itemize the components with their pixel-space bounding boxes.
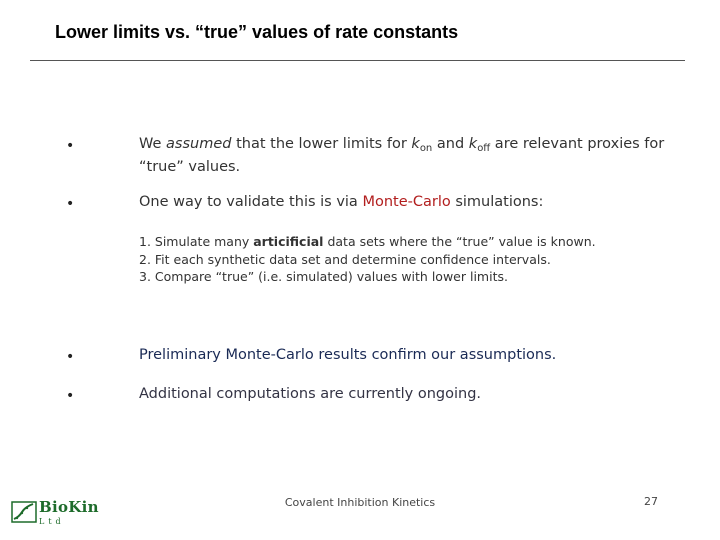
bullet-text: simulations: — [450, 194, 544, 210]
emphasis-articificial: articificial — [253, 234, 324, 249]
bullet-text: and — [432, 136, 469, 152]
emphasis-assumed: assumed — [166, 136, 232, 152]
logo-subtext: Ltd — [39, 517, 65, 526]
bullet-text: We — [139, 136, 167, 152]
bullet-marker: • — [66, 388, 75, 404]
k-off-symbol: $k_{off}$ — [468, 136, 491, 154]
page-number: 27 — [644, 495, 658, 508]
bullet-preliminary: Preliminary Monte-Carlo results confirm our assumptions. — [139, 347, 557, 363]
monte-carlo-highlight: Monte-Carlo — [362, 194, 451, 210]
bullet-marker: • — [66, 138, 75, 154]
logo-wordmark: BioKin — [39, 498, 99, 516]
bullet-text: One way to validate this is via — [139, 194, 363, 210]
bullet-ongoing: Additional computations are currently ongoing. — [139, 386, 482, 402]
bullet-marker: • — [66, 349, 75, 365]
bullet-text: that the lower limits for — [231, 136, 412, 152]
k-on-symbol: $k_{on}$ — [411, 136, 433, 154]
bullet-monte-carlo — [139, 193, 699, 212]
simulation-steps — [139, 233, 699, 286]
slide-title: Lower limits vs. “true” values of rate constants — [55, 22, 459, 42]
step-3: 3. Compare “true” (i.e. simulated) values with lower limits. — [139, 269, 508, 284]
title-divider — [30, 60, 685, 61]
step-2: 2. Fit each synthetic data set and determine confidence intervals. — [139, 251, 551, 267]
bullet-text: are relevant proxies for “true” values. — [139, 136, 665, 175]
bullet-assumed — [139, 135, 699, 177]
bullet-marker: • — [66, 196, 75, 212]
step-1: 1. Simulate many articificial data sets where the “true” value is known. — [139, 234, 596, 249]
footer-title: Covalent Inhibition Kinetics — [284, 496, 436, 509]
